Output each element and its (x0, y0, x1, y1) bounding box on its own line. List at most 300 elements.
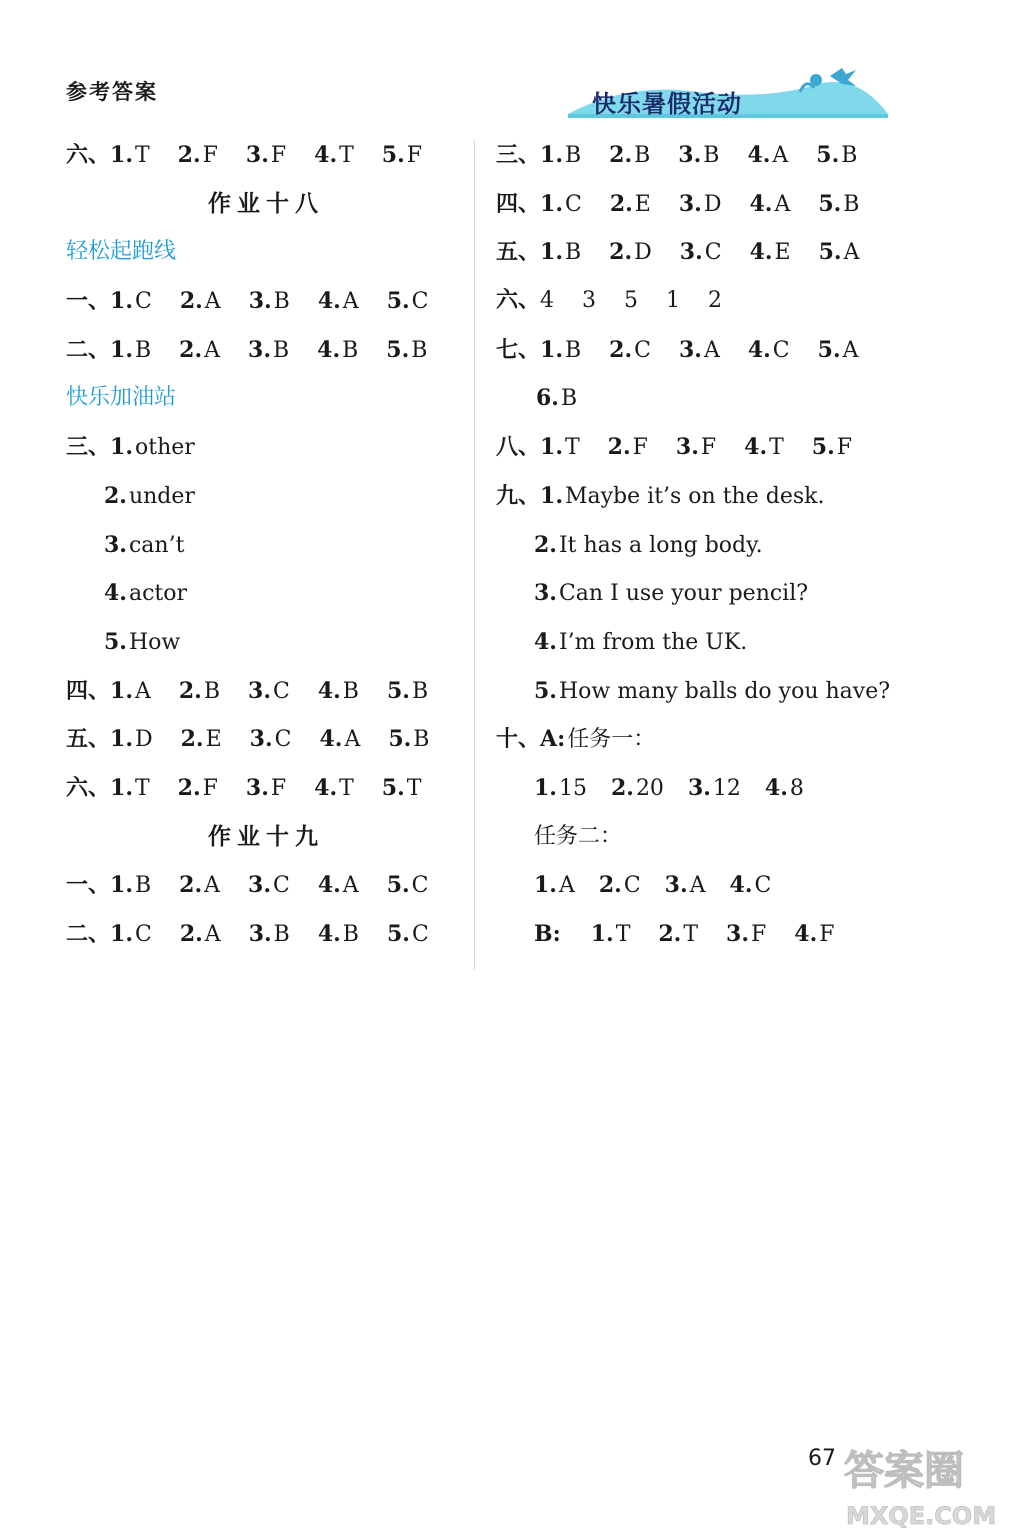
answer-line (66, 423, 466, 472)
answer-value: A (843, 240, 860, 266)
column-divider (474, 140, 475, 970)
answer-line (66, 569, 466, 618)
answer-value: D (134, 727, 153, 753)
question-group-label: 十、 (496, 727, 541, 753)
question-number: 1. (540, 336, 563, 363)
question-number: 2. (607, 434, 631, 461)
answer-item (179, 667, 220, 717)
answer-value: B (634, 143, 651, 168)
answer-item (382, 131, 422, 181)
question-group-label: 五、 (496, 240, 541, 266)
answer-value: I’m from the UK. (558, 629, 748, 655)
answer-item (318, 667, 359, 717)
question-number: 5. (386, 336, 410, 363)
answer-line (496, 277, 966, 326)
answer-value: C (274, 727, 292, 753)
question-group-label: 三、 (496, 143, 541, 168)
answer-item (708, 277, 722, 326)
question-number: 3. (248, 288, 272, 315)
answer-line (496, 228, 966, 277)
answer-value: C (623, 873, 641, 899)
question-number: 3. (248, 921, 272, 947)
question-number: 4. (314, 774, 338, 801)
answer-item (110, 326, 151, 376)
answer-item (180, 910, 221, 960)
question-number: 4. (317, 336, 341, 363)
watermark-url: MXQE.COM (846, 1502, 997, 1530)
answer-value: B (273, 289, 290, 315)
answer-item (819, 228, 860, 278)
answer-line (66, 618, 466, 667)
answer-value: T (769, 435, 784, 461)
answer-item (624, 277, 638, 326)
answer-item (178, 131, 218, 181)
answer-line (66, 910, 466, 959)
question-number: 1. (540, 239, 563, 266)
answer-line (496, 910, 966, 959)
answer-item (680, 228, 722, 278)
answer-value: 1 (666, 288, 681, 314)
answer-value: 20 (635, 775, 664, 801)
answer-value: A (689, 873, 706, 899)
answer-value: B (203, 678, 221, 704)
answer-item (388, 715, 429, 765)
answer-value: 4 (540, 288, 555, 314)
answer-item (317, 326, 358, 376)
answer-value: A (772, 143, 789, 168)
right-column (496, 131, 966, 959)
question-number: 4. (534, 628, 557, 655)
question-number: 3. (687, 774, 711, 801)
question-group-label: 九、 (496, 483, 541, 509)
answer-value: B (703, 143, 720, 168)
answer-item (387, 667, 428, 717)
question-number: 4. (764, 774, 788, 801)
watermark-logo (842, 1440, 1012, 1532)
question-number: 4. (317, 288, 341, 315)
answer-item (540, 715, 655, 765)
answer-item (246, 764, 286, 814)
question-number: 2. (177, 774, 201, 801)
question-number: 5. (381, 774, 405, 801)
answer-value: A (204, 337, 221, 363)
question-group-label: 八、 (496, 435, 541, 461)
question-number: 2. (610, 774, 634, 801)
answer-value: A (342, 289, 359, 315)
answer-value: B (342, 337, 359, 363)
question-number: 2. (179, 336, 203, 363)
answer-value: 任务二： (534, 823, 623, 849)
answer-value: other (134, 435, 195, 461)
answer-item (812, 423, 852, 473)
question-number: 1. (540, 190, 563, 217)
question-number: 4. (744, 434, 768, 461)
question-number: 3. (249, 726, 273, 753)
answer-item (104, 521, 184, 571)
answer-line (496, 764, 966, 813)
answer-value: T (134, 775, 150, 801)
answer-item (540, 228, 581, 278)
answer-item (666, 277, 680, 326)
question-number: 3. (245, 774, 269, 801)
answer-item (726, 910, 766, 960)
answer-item (540, 472, 824, 522)
answer-value: C (411, 922, 429, 947)
answer-value: Can I use your pencil? (558, 581, 809, 607)
answer-value: E (774, 240, 791, 266)
answer-value: A (204, 873, 221, 899)
answer-line (496, 472, 966, 521)
question-number: 4. (319, 726, 343, 753)
answer-item (110, 764, 150, 814)
answer-value: B (564, 240, 582, 266)
answer-value: F (836, 435, 853, 461)
answer-value: T (339, 143, 354, 168)
answer-value: C (411, 289, 429, 315)
answer-item (181, 715, 222, 765)
answer-item (591, 910, 631, 960)
answer-line (496, 326, 966, 375)
banner-title: 快乐暑假活动 (592, 90, 742, 118)
answer-value: A (204, 922, 221, 947)
answer-item (386, 326, 427, 376)
question-number: 3. (678, 336, 702, 363)
question-number: 5. (818, 190, 842, 217)
question-number: 2. (609, 239, 633, 266)
question-number: 1. (110, 921, 133, 947)
answer-value: B (843, 191, 860, 217)
question-number: 4. (749, 190, 773, 217)
question-group-label: 三、 (66, 435, 111, 461)
answer-value: B (411, 678, 429, 704)
question-group-label: 一、 (66, 289, 111, 315)
question-number: 3. (104, 531, 127, 558)
answer-item (110, 667, 151, 717)
answer-line (496, 569, 966, 618)
answer-item (540, 277, 554, 326)
answer-line (496, 667, 966, 716)
question-number: 6. (536, 385, 559, 412)
question-number: 4. (747, 142, 771, 168)
answer-item (818, 326, 859, 376)
answer-item (104, 618, 180, 668)
question-number: 5. (811, 434, 835, 461)
answer-value: B (342, 678, 359, 704)
answer-value: F (270, 775, 287, 801)
assignment-title: 作业十八 (208, 190, 324, 217)
question-number: 2. (609, 190, 633, 217)
question-number: 3. (248, 336, 271, 363)
question-number: 2. (104, 482, 127, 509)
answer-item (104, 472, 195, 522)
question-number: 1. (540, 142, 563, 168)
answer-value: B (134, 337, 152, 363)
question-number: 5. (386, 921, 410, 947)
answer-item (250, 715, 292, 765)
answer-value: D (634, 240, 652, 266)
question-number: 4. (314, 142, 338, 168)
question-number: 1. (110, 872, 133, 899)
answer-item (318, 861, 359, 911)
answer-item (750, 228, 791, 278)
answer-item (248, 667, 290, 717)
answer-item (599, 861, 641, 911)
question-number: 1. (110, 726, 133, 753)
question-number: 2. (180, 726, 204, 753)
answer-item (314, 764, 354, 814)
answer-item (730, 861, 772, 911)
answer-line (66, 667, 466, 716)
answer-item (314, 131, 354, 181)
answer-value: C (772, 337, 790, 363)
answer-value: How many balls do you have? (558, 678, 891, 704)
question-number: 4. (317, 677, 341, 704)
answer-item (536, 374, 577, 424)
answer-line (496, 715, 966, 764)
answer-line (496, 180, 966, 229)
question-group-label: 七、 (496, 337, 541, 363)
question-number: 4. (317, 872, 341, 899)
answer-item (748, 326, 790, 376)
question-number: 2. (534, 531, 557, 558)
answer-line (496, 861, 966, 910)
question-number: 5. (534, 677, 557, 704)
question-number: 5. (386, 288, 410, 315)
answer-line (496, 618, 966, 667)
answer-value: 8 (789, 775, 804, 801)
answer-value: C (272, 678, 290, 704)
answer-item (665, 861, 706, 911)
answer-item (534, 521, 763, 571)
answer-value: C (134, 922, 152, 947)
question-number: 1. (110, 677, 133, 704)
answer-value: C (754, 873, 772, 899)
answer-item (246, 131, 286, 181)
question-number: 1. (540, 482, 563, 509)
answer-item (679, 326, 720, 376)
question-group-label: 二、 (66, 337, 111, 363)
question-number: 3. (245, 142, 269, 168)
answer-item (179, 326, 220, 376)
page-number: 67 (808, 1446, 836, 1471)
answer-item (534, 861, 575, 911)
answer-value: D (703, 191, 722, 217)
answer-item (110, 131, 150, 181)
answer-value: T (564, 435, 580, 461)
answer-item (609, 131, 650, 181)
question-number: 1. (110, 434, 133, 461)
answer-item (609, 228, 652, 278)
question-group-label: 四、 (496, 191, 541, 217)
answer-item (610, 180, 651, 230)
answer-value: 任务一： (567, 727, 656, 753)
answer-item (747, 131, 788, 181)
answer-value: 12 (712, 775, 741, 801)
answer-item (534, 569, 808, 619)
question-number: 3. (664, 872, 688, 899)
answer-value: A (134, 678, 151, 704)
watermark-text: 答案圈 (844, 1448, 964, 1494)
answer-item (248, 861, 290, 911)
answer-item (534, 764, 587, 814)
answer-item (678, 131, 719, 181)
answer-item (110, 423, 195, 473)
answer-value: 15 (558, 775, 587, 801)
answer-item (818, 180, 859, 230)
answer-value: actor (128, 581, 188, 607)
answer-value: under (128, 483, 195, 509)
answer-item (608, 423, 648, 473)
question-number: 1. (110, 336, 133, 363)
answer-line (66, 131, 466, 180)
answer-item (744, 423, 784, 473)
answer-line (66, 326, 466, 375)
question-number: 4. (729, 872, 753, 899)
answer-value: A (344, 727, 361, 753)
answer-item (611, 764, 664, 814)
answer-item (248, 326, 289, 376)
question-number: A: (540, 726, 566, 753)
answer-value: Maybe it’s on the desk. (564, 483, 825, 509)
answer-line (496, 521, 966, 570)
answer-item (679, 180, 722, 230)
question-number: 1. (534, 872, 557, 899)
question-number: 4. (747, 336, 771, 363)
answer-value: E (205, 727, 222, 753)
answer-value: C (411, 873, 429, 899)
answer-item (749, 180, 790, 230)
left-column (66, 131, 466, 959)
answer-item (318, 910, 359, 960)
answer-value: A (842, 337, 859, 363)
answer-value: B (411, 337, 428, 363)
question-number: 5. (816, 142, 840, 168)
question-number: 3. (678, 190, 702, 217)
question-number: 3. (678, 142, 702, 168)
question-group-label: 二、 (66, 922, 111, 947)
answer-value: T (406, 775, 422, 801)
question-number: 1. (534, 774, 557, 801)
answer-line (496, 374, 966, 423)
answer-value: It has a long body. (558, 532, 763, 558)
question-number: 2. (609, 142, 633, 168)
answer-value: B (564, 337, 582, 363)
answer-value: E (634, 191, 651, 217)
answer-value: A (342, 873, 359, 899)
question-number: 4. (749, 239, 773, 266)
question-number: 2. (609, 336, 633, 363)
answer-line (66, 715, 466, 764)
header-label: 参考答案 (66, 79, 158, 104)
question-number: B: (534, 921, 561, 947)
question-number: 2. (598, 872, 622, 899)
question-number: 5. (381, 142, 405, 168)
answer-value: 3 (582, 288, 597, 314)
question-number: 2. (179, 872, 203, 899)
question-number: 5. (818, 239, 842, 266)
answer-item (387, 861, 429, 911)
answer-item (387, 277, 429, 327)
answer-value: B (272, 337, 290, 363)
question-number: 2. (177, 142, 201, 168)
answer-line (496, 813, 966, 862)
answer-value: F (819, 922, 835, 947)
answer-value: C (564, 191, 582, 217)
answer-value: F (406, 143, 423, 168)
question-number: 5. (104, 628, 127, 655)
answer-item (658, 910, 698, 960)
answer-value: can’t (128, 532, 185, 558)
question-number: 3. (726, 921, 749, 947)
answer-item (582, 277, 596, 326)
question-number: 1. (110, 288, 133, 315)
question-number: 5. (388, 726, 412, 753)
answer-item (534, 910, 563, 960)
question-number: 3. (248, 677, 271, 704)
answer-line (66, 277, 466, 326)
answer-value: B (841, 143, 858, 168)
answer-value: F (632, 435, 648, 461)
answer-line (496, 131, 966, 180)
question-number: 2. (179, 921, 203, 947)
answer-item (180, 277, 221, 327)
answer-value: T (339, 775, 354, 801)
question-number: 3. (534, 580, 557, 607)
question-number: 4. (317, 921, 341, 947)
answer-value: A (204, 289, 221, 315)
answer-value: F (270, 143, 287, 168)
question-number: 3. (679, 239, 703, 266)
answer-value: A (558, 873, 575, 899)
answer-value: C (272, 873, 290, 899)
answer-value: T (615, 922, 631, 947)
answer-line (496, 423, 966, 472)
answer-item (534, 813, 622, 862)
assignment-title: 作业十九 (208, 823, 324, 850)
answer-value: A (703, 337, 720, 363)
question-number: 3. (248, 872, 271, 899)
section-heading: 轻松起跑线 (66, 239, 177, 265)
answer-item (110, 910, 152, 960)
question-number: 5. (386, 677, 410, 704)
question-group-label: 四、 (66, 678, 111, 704)
answer-item (609, 326, 651, 376)
answer-value: C (134, 289, 152, 315)
answer-value: F (700, 435, 717, 461)
answer-item (110, 861, 151, 911)
answer-line (66, 472, 466, 521)
answer-item (110, 715, 153, 765)
question-number: 4. (794, 921, 818, 947)
question-number: 1. (110, 142, 133, 168)
answer-value: B (273, 922, 290, 947)
answer-item (765, 764, 804, 814)
answer-item (387, 910, 429, 960)
answer-value: T (134, 143, 150, 168)
answer-item (318, 277, 359, 327)
section-heading: 快乐加油站 (66, 385, 177, 411)
answer-item (540, 326, 581, 376)
answer-value: 5 (624, 288, 639, 314)
question-group-label: 六、 (66, 775, 111, 801)
answer-item (540, 423, 580, 473)
answer-item (249, 277, 290, 327)
answer-item (249, 910, 290, 960)
answer-item (179, 861, 220, 911)
answer-value: B (560, 386, 578, 412)
answer-value: B (413, 727, 430, 753)
question-number: 2. (179, 288, 203, 315)
